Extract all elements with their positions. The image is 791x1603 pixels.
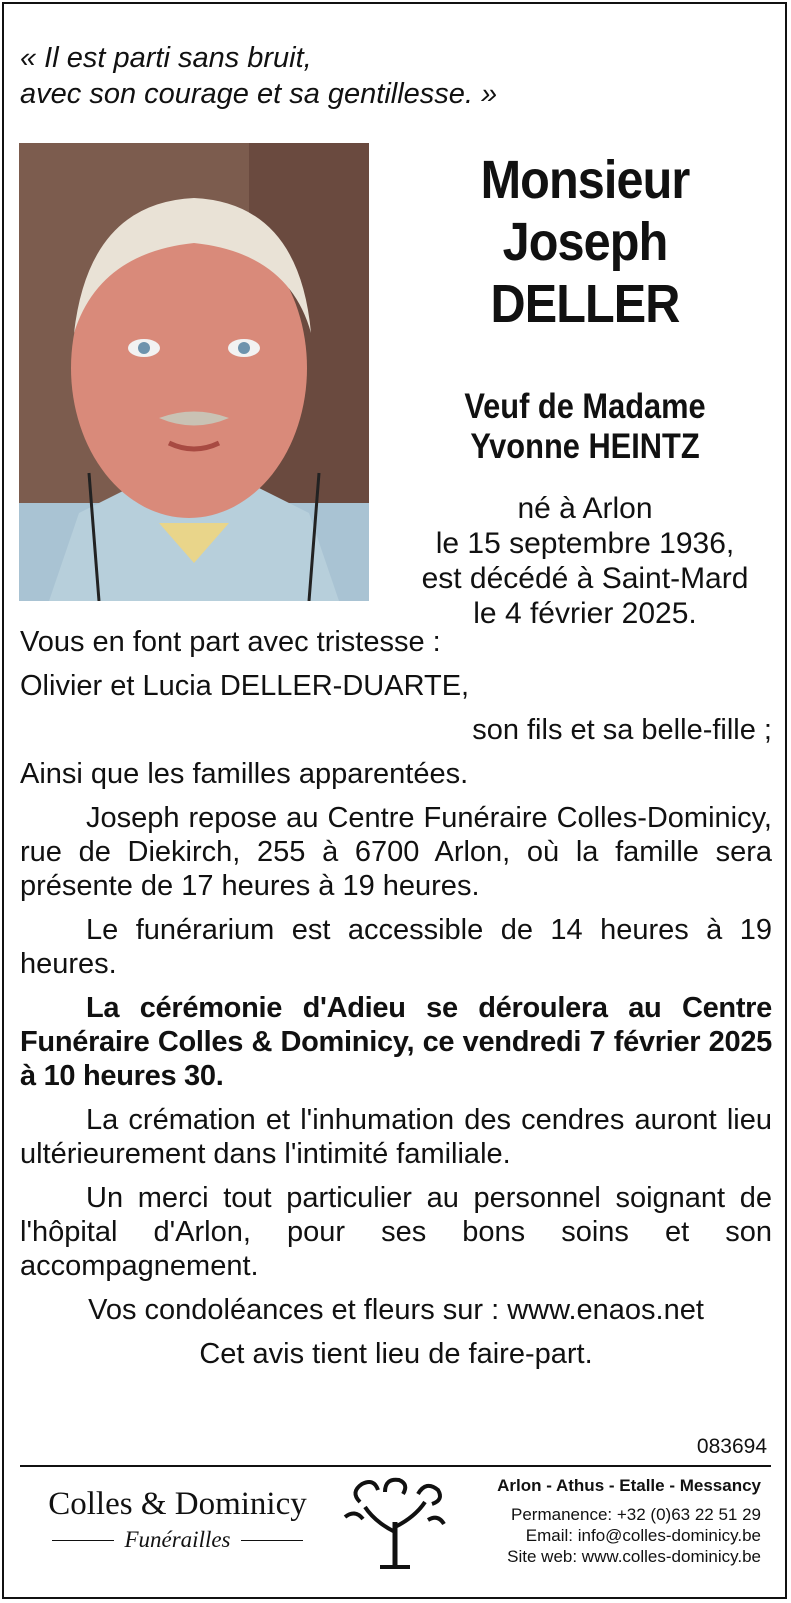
- deceased-name: Joseph DELLER: [490, 212, 680, 334]
- birth-place: né à Arlon: [517, 492, 653, 525]
- notice-text: Cet avis tient lieu de faire-part.: [199, 1338, 593, 1370]
- brand-subtitle: Funérailles: [124, 1527, 231, 1552]
- funerarium-paragraph: Le funérarium est accessible de 14 heures à 19 heures.: [20, 914, 772, 980]
- cities-list: Arlon - Athus - Etalle - Messancy: [497, 1476, 761, 1495]
- spouse-line-2: Yvonne HEINTZ: [470, 427, 700, 466]
- footer-divider: [20, 1465, 771, 1467]
- cremation-paragraph: La crémation et l'inhumation des cendres auront lieu ultérieurement dans l'intimité familiale.: [20, 1104, 772, 1170]
- portrait-photo: [19, 143, 369, 601]
- family-relation: son fils et sa belle-fille ;: [472, 714, 772, 746]
- ceremony-paragraph: La cérémonie d'Adieu se déroulera au Centre Funéraire Colles & Dominicy, ce vendredi 7 février 2025 à 10 heures 30.: [20, 992, 772, 1092]
- condolences-text: Vos condoléances et fleurs sur : www.enaos.net: [88, 1294, 704, 1326]
- deceased-block: [395, 143, 775, 631]
- intro-text: Vous en font part avec tristesse :: [20, 626, 441, 658]
- announcement-body: [20, 625, 772, 1371]
- brand-subtitle-row: [40, 1527, 315, 1553]
- quote-line-2: avec son courage et sa gentillesse. »: [20, 78, 498, 110]
- thanks-paragraph: Un merci tout particulier au personnel soignant de l'hôpital d'Arlon, pour ses bons soins et son accompagnement.: [20, 1182, 772, 1282]
- portrait-image: [19, 143, 369, 601]
- phone-number: Permanence: +32 (0)63 22 51 29: [511, 1505, 761, 1524]
- email-address: Email: info@colles-dominicy.be: [525, 1526, 761, 1545]
- death-date: le 4 février 2025.: [473, 597, 697, 630]
- website-address: Site web: www.colles-dominicy.be: [507, 1547, 761, 1566]
- quote-line-1: « Il est parti sans bruit,: [20, 42, 312, 74]
- funeral-home-logo: [40, 1485, 315, 1553]
- birth-date: le 15 septembre 1936,: [435, 527, 735, 560]
- subtitle-line-right: [241, 1540, 303, 1541]
- epitaph-quote: [20, 40, 760, 112]
- death-place: est décédé à Saint-Mard: [421, 562, 749, 595]
- families-text: Ainsi que les familles apparentées.: [20, 758, 469, 790]
- deceased-title: Monsieur: [480, 150, 690, 210]
- spouse-line-1: Veuf de Madame: [464, 387, 706, 426]
- contact-block: [497, 1475, 761, 1567]
- reference-number: 083694: [696, 1435, 767, 1458]
- brand-name: Colles & Dominicy: [48, 1486, 307, 1522]
- rest-paragraph: Joseph repose au Centre Funéraire Colles-Dominicy, rue de Diekirch, 255 à 6700 Arlon, où la famille sera présente de 17 heures à 19 heures.: [20, 802, 772, 902]
- subtitle-line-left: [52, 1540, 114, 1541]
- tree-icon: [340, 1472, 450, 1572]
- family-names: Olivier et Lucia DELLER-DUARTE,: [20, 670, 470, 702]
